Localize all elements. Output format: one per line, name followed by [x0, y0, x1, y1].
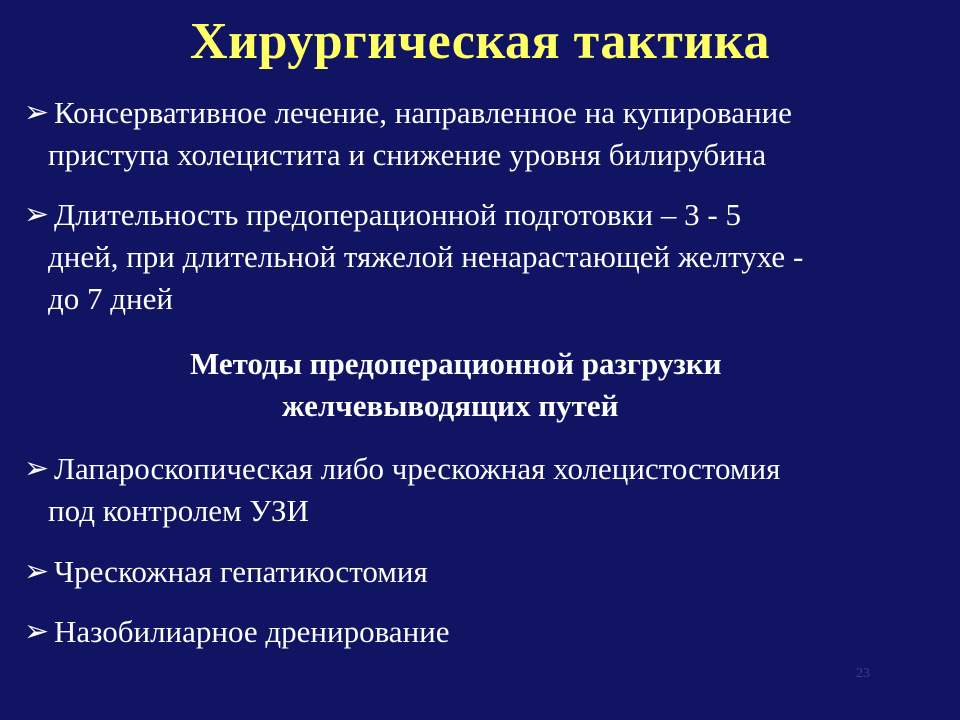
section-heading-line: Методы предоперационной разгрузки [190, 346, 722, 381]
bullet-text-line: под контролем УЗИ [48, 493, 309, 528]
bullet-text-line: Консервативное лечение, направленное на купирование [54, 95, 792, 130]
arrow-bullet-icon: ➢ [24, 452, 50, 485]
arrow-bullet-icon: ➢ [24, 555, 50, 588]
section-heading-line: желчевыводящих путей [282, 388, 619, 423]
arrow-bullet-icon: ➢ [24, 198, 50, 231]
arrow-bullet-icon: ➢ [24, 615, 50, 648]
bullet-item [24, 92, 934, 176]
bullet-item [24, 611, 934, 653]
arrow-bullet-icon: ➢ [24, 96, 50, 129]
bullet-text-line: Лапароскопическая либо чрескожная холецистостомия [54, 451, 781, 486]
bullet-item [24, 194, 934, 320]
page-number: 23 [856, 666, 870, 681]
bullet-item [24, 448, 934, 532]
bullet-text-line: Длительность предоперационной подготовки – 3 - 5 [54, 197, 741, 232]
bullet-text-line: дней, при длительной тяжелой ненарастающей желтухе - [48, 239, 804, 274]
bullet-text-line: Чрескожная гепатикостомия [54, 554, 428, 589]
slide-title: Хирургическая тактика [190, 13, 770, 70]
bullet-item [24, 551, 934, 593]
bullet-text-line: до 7 дней [48, 281, 173, 316]
bullet-text-line: приступа холецистита и снижение уровня билирубина [48, 137, 767, 172]
bullet-text-line: Назобилиарное дренирование [54, 614, 450, 649]
